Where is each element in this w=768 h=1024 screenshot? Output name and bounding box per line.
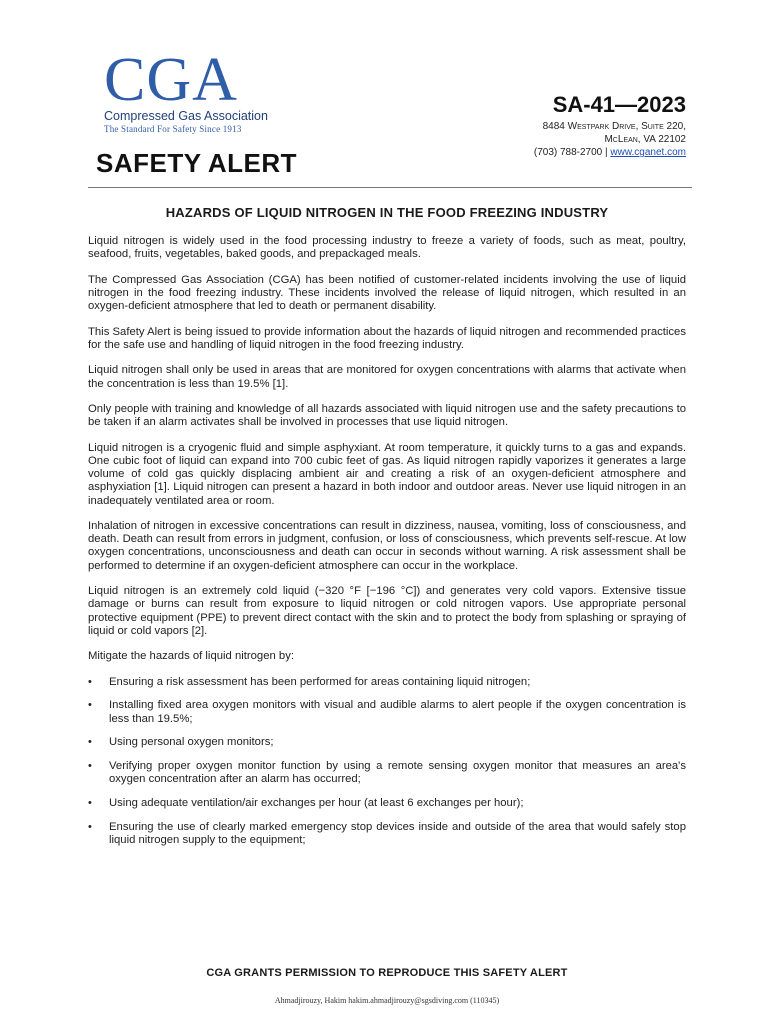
paragraph: Liquid nitrogen is widely used in the food processing industry to freeze a variety of foods, such as meat, poultry, seafood, fruits, vegetables, baked goods, and prepackaged meals. xyxy=(88,235,686,261)
license-watermark: Ahmadjirouzy, Hakim hakim.ahmadjirouzy@sgsdiving.com (110345) xyxy=(274,996,500,1005)
cga-logo xyxy=(104,46,274,134)
mitigation-list xyxy=(88,676,686,847)
logo-tagline: The Standard For Safety Since 1913 xyxy=(104,124,242,134)
paragraph: Mitigate the hazards of liquid nitrogen by: xyxy=(88,650,294,663)
paragraph: The Compressed Gas Association (CGA) has been notified of customer-related incidents involving the use of liquid nitrogen in the food freezing industry. These incidents involved the release of liquid nitrogen, which resulted in an oxygen-deficient atmosphere that led to death or permanent disability. xyxy=(88,273,686,313)
alert-body xyxy=(88,235,686,858)
paragraph: Liquid nitrogen shall only be used in areas that are monitored for oxygen concentrations with alarms that activate when the concentration is less than 19.5% [1]. xyxy=(88,364,686,390)
paragraph: Only people with training and knowledge of all hazards associated with liquid nitrogen use and the safety precautions to be taken if an alarm activates shall be involved in processes that use liquid nitrogen. xyxy=(88,403,686,429)
list-item-text: Using adequate ventilation/air exchanges per hour (at least 6 exchanges per hour); xyxy=(109,796,524,809)
bullet-icon: • xyxy=(88,675,92,688)
list-item-text: Ensuring the use of clearly marked emergency stop devices inside and outside of the area that would safely stop liquid nitrogen supply to the equipment; xyxy=(109,820,686,846)
list-item xyxy=(88,797,686,810)
address-line-2: McLean, VA 22102 xyxy=(604,134,686,145)
paragraph: Liquid nitrogen is an extremely cold liquid (−320 °F [−196 °C]) and generates very cold vapors. Extensive tissue damage or burns can result from exposure to liquid nitrogen or cold nitrogen vapors. Use appropriate personal protective equipment (PPE) to prevent direct contact with the skin and to protect the body from splashing or spraying of liquid or cold vapors [2]. xyxy=(88,585,686,637)
list-item-text: Verifying proper oxygen monitor function by using a remote sensing oxygen monitor that measures an area's oxygen concentration after an alarm has occurred; xyxy=(109,760,686,786)
bullet-icon: • xyxy=(88,699,92,712)
address-line-1: 8484 Westpark Drive, Suite 220, xyxy=(542,121,686,132)
paragraph: Inhalation of nitrogen in excessive concentrations can result in dizziness, nausea, vomiting, loss of consciousness, and death. Death can result from errors in judgment, confusion, or loss of consciousness, which prevents self-rescue. At low oxygen concentrations, unconsciousness and death can occur in seconds without warning. A risk assessment shall be performed to determine if an oxygen-deficient atmosphere can occur in the workplace. xyxy=(88,520,686,572)
reproduction-permission: CGA GRANTS PERMISSION TO REPRODUCE THIS SAFETY ALERT xyxy=(206,967,568,979)
website-link[interactable]: www.cganet.com xyxy=(610,147,686,158)
address-block xyxy=(534,120,686,159)
list-item-text: Installing fixed area oxygen monitors with visual and audible alarms to alert people if the oxygen concentration is less than 19.5%; xyxy=(109,699,686,725)
paragraph: Liquid nitrogen is a cryogenic fluid and simple asphyxiant. At room temperature, it quickly turns to a gas and expands. One cubic foot of liquid can expand into 700 cubic feet of gas. As liquid nitrogen rapidly vaporizes it generates a large volume of cold gas quickly displacing ambient air and creating a risk of an oxygen-deficient atmosphere and asphyxiation [1]. Liquid nitrogen can present a hazard in both indoor and outdoor areas. Never use liquid nitrogen in an inadequately ventilated area or room. xyxy=(88,441,686,507)
paragraph: This Safety Alert is being issued to provide information about the hazards of liquid nitrogen and recommended practices for the safe use and handling of liquid nitrogen in the food freezing industry. xyxy=(88,325,686,351)
bullet-icon: • xyxy=(88,796,92,809)
phone-number: (703) 788-2700 | xyxy=(533,147,608,158)
list-item xyxy=(88,821,686,847)
bullet-icon: • xyxy=(88,736,92,749)
header-divider xyxy=(88,187,692,188)
list-item xyxy=(88,676,686,689)
alert-title: SAFETY ALERT xyxy=(96,148,298,178)
logo-organization-name: Compressed Gas Association xyxy=(104,109,268,123)
list-item-text: Ensuring a risk assessment has been performed for areas containing liquid nitrogen; xyxy=(109,675,531,688)
list-item xyxy=(88,760,686,786)
bullet-icon: • xyxy=(88,760,92,773)
alert-subject: HAZARDS OF LIQUID NITROGEN IN THE FOOD FREEZING INDUSTRY xyxy=(165,205,609,220)
bullet-icon: • xyxy=(88,820,92,833)
list-item xyxy=(88,699,686,725)
list-item-text: Using personal oxygen monitors; xyxy=(109,736,274,749)
list-item xyxy=(88,736,686,749)
logo-mark: CGA xyxy=(104,46,238,114)
contact-line xyxy=(534,146,686,159)
document-number: SA-41—2023 xyxy=(552,92,686,117)
